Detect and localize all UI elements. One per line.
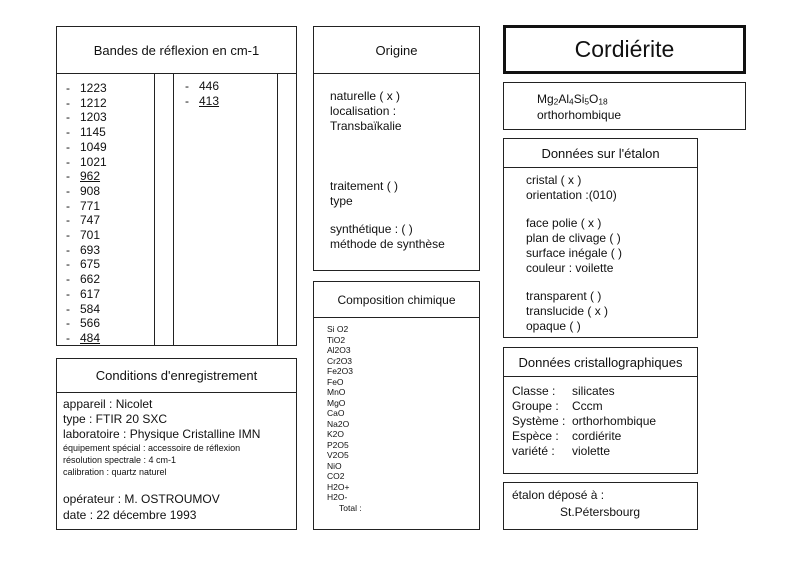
band-value: - 1021	[66, 154, 107, 169]
band-list-2	[185, 79, 219, 108]
band-value: - 701	[66, 228, 101, 243]
band-list-1	[66, 81, 107, 346]
composition-header: Composition chimique	[314, 282, 479, 318]
cristallo-header: Données cristallographiques	[504, 348, 697, 377]
reflexion-box	[56, 26, 297, 346]
band-value: - 771	[66, 198, 101, 213]
cristallo-label: Espèce :	[512, 429, 559, 443]
band-value: - 446	[185, 79, 220, 93]
etalon-face: face polie ( x )	[526, 216, 602, 230]
cristallo-box	[503, 347, 698, 474]
band-value: - 413	[185, 93, 220, 108]
conditions-header: Conditions d'enregistrement	[57, 359, 296, 393]
etalon-box	[503, 138, 698, 338]
band-value: - 1203	[66, 110, 107, 125]
conditions-box	[56, 358, 297, 530]
cristallo-value: Cccm	[572, 399, 603, 413]
depot-box	[503, 482, 698, 530]
conditions-date: date : 22 décembre 1993	[63, 508, 197, 522]
conditions-type: type : FTIR 20 SXC	[63, 412, 168, 426]
origine-lieu: Transbaïkalie	[330, 119, 402, 133]
etalon-couleur: couleur : voilette	[526, 261, 614, 275]
page-title: Cordiérite	[574, 36, 675, 62]
column-divider	[277, 74, 278, 345]
oxide-item: H2O-	[327, 492, 348, 502]
oxide-item: Fe2O3	[327, 366, 353, 376]
oxide-item: Al2O3	[327, 345, 351, 355]
oxide-item: V2O5	[327, 450, 349, 460]
band-value: - 1145	[66, 125, 106, 140]
cristallo-row	[512, 399, 693, 414]
band-value: - 662	[66, 272, 101, 287]
origine-type: type	[330, 194, 353, 208]
cristallo-value: silicates	[572, 384, 615, 398]
formula-box	[503, 82, 746, 130]
origine-traitement: traitement ( )	[330, 179, 399, 193]
conditions-resolution: résolution spectrale : 4 cm-1	[63, 455, 177, 465]
band-value: - 962	[66, 169, 101, 184]
cristallo-label: variété :	[512, 444, 555, 458]
band-value: - 617	[66, 286, 101, 301]
etalon-surface: surface inégale ( )	[526, 246, 623, 260]
oxide-item: MgO	[327, 397, 346, 408]
column-divider	[154, 74, 155, 345]
oxide-item: CO2	[327, 471, 345, 481]
oxide-item: Cr2O3	[327, 355, 353, 366]
oxide-item: TiO2	[327, 334, 346, 345]
oxide-item: P2O5	[327, 439, 349, 450]
band-value: - 1223	[66, 81, 107, 95]
band-value: - 566	[66, 316, 101, 331]
column-divider	[173, 74, 174, 345]
composition-list	[327, 324, 362, 513]
title-box	[503, 25, 746, 74]
cristallo-row	[512, 414, 693, 429]
oxide-item: FeO	[327, 376, 344, 387]
depot-label: étalon déposé à :	[512, 488, 605, 502]
origine-header: Origine	[314, 27, 479, 74]
conditions-calibration: calibration : quartz naturel	[63, 467, 167, 477]
band-value: - 584	[66, 301, 101, 316]
cristallo-label: Groupe :	[512, 399, 559, 413]
depot-lieu: St.Pétersbourg	[560, 505, 641, 519]
origine-naturelle: naturelle ( x )	[330, 89, 401, 103]
conditions-laboratoire: laboratoire : Physique Cristalline IMN	[63, 427, 261, 441]
cristallo-label: Système :	[512, 414, 566, 428]
etalon-translucide: translucide ( x )	[526, 304, 609, 318]
cristallo-rows	[512, 384, 693, 459]
etalon-clivage: plan de clivage ( )	[526, 231, 621, 245]
cristallo-value: orthorhombique	[572, 414, 657, 428]
origine-methode: méthode de synthèse	[330, 237, 445, 251]
band-value: - 747	[66, 213, 101, 228]
origine-box	[313, 26, 480, 271]
conditions-equipement: équipement spécial : accessoire de réflexion	[63, 443, 241, 453]
oxide-item: MnO	[327, 387, 346, 397]
etalon-orientation: orientation :(010)	[526, 188, 617, 202]
band-value: - 675	[66, 257, 101, 272]
oxide-item: Si O2	[327, 324, 349, 334]
oxide-item: Na2O	[327, 418, 350, 429]
origine-synthetique: synthétique : ( )	[330, 222, 413, 236]
etalon-header: Données sur l'étalon	[504, 139, 697, 168]
etalon-transparent: transparent ( )	[526, 289, 602, 303]
cristallo-value: cordiérite	[572, 429, 622, 443]
oxide-item: NiO	[327, 460, 342, 471]
crystal-system: orthorhombique	[537, 108, 622, 122]
cristallo-row	[512, 444, 693, 459]
oxide-item: CaO	[327, 408, 345, 418]
band-value: - 1049	[66, 139, 107, 154]
composition-box	[313, 281, 480, 530]
conditions-appareil: appareil : Nicolet	[63, 397, 153, 411]
origine-localisation: localisation :	[330, 104, 397, 118]
oxide-item: H2O+	[327, 481, 350, 492]
cristallo-row	[512, 384, 693, 399]
cristallo-value: violette	[572, 444, 611, 458]
cristallo-row	[512, 429, 693, 444]
etalon-opaque: opaque ( )	[526, 319, 581, 333]
band-value: - 908	[66, 183, 101, 198]
cristallo-label: Classe :	[512, 384, 556, 398]
reflexion-columns	[57, 74, 296, 345]
reflexion-header: Bandes de réflexion en cm-1	[57, 27, 296, 74]
band-value: - 1212	[66, 95, 107, 110]
composition-total: Total :	[339, 502, 362, 513]
conditions-operateur: opérateur : M. OSTROUMOV	[63, 492, 220, 506]
band-value: - 693	[66, 242, 101, 257]
oxide-item: K2O	[327, 429, 345, 439]
etalon-cristal: cristal ( x )	[526, 173, 582, 187]
chemical-formula: $Mg_2Al_4Si_5O_{18}$	[537, 92, 608, 107]
band-value: - 484	[66, 330, 101, 345]
